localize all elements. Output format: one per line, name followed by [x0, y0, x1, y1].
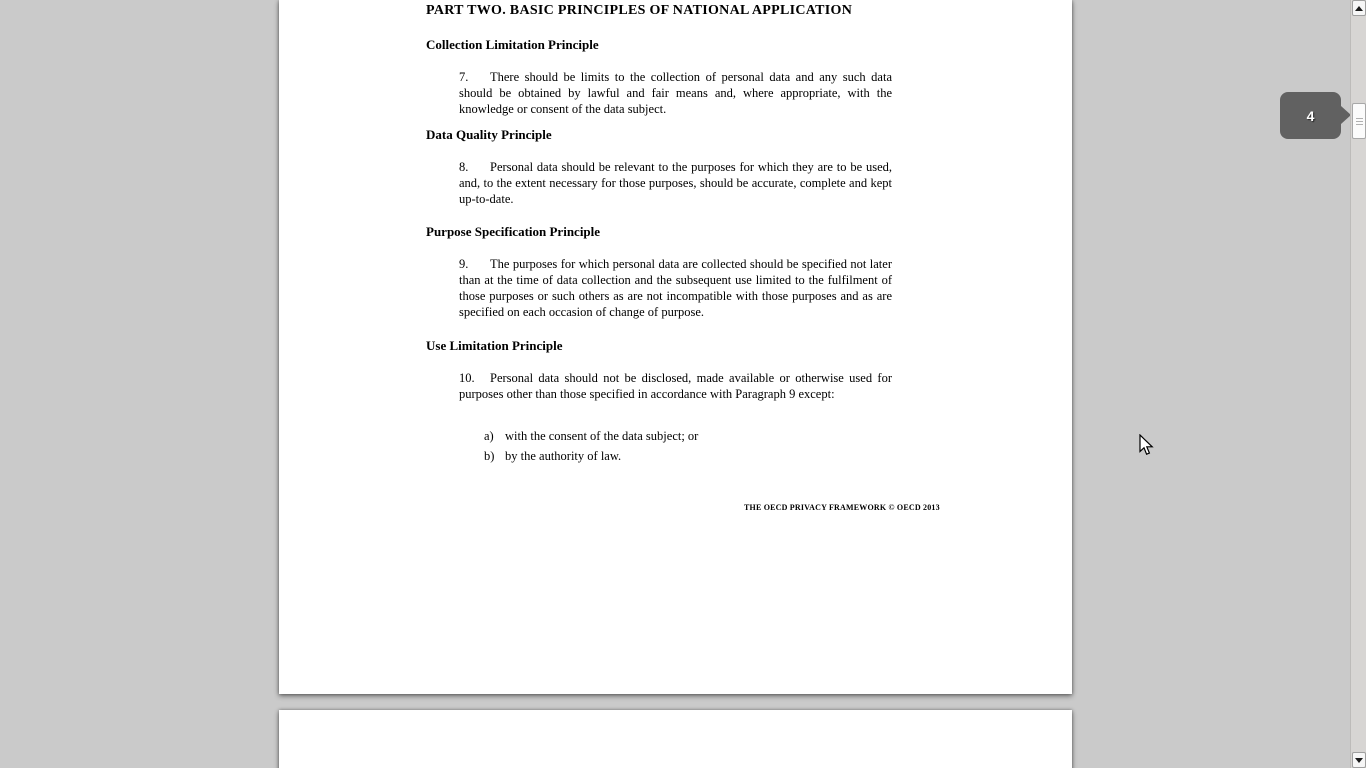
- page-number-bubble: [1280, 92, 1341, 139]
- triangle-down-icon: [1355, 758, 1363, 763]
- paragraph-9: [459, 256, 892, 320]
- list-item-b-text: by the authority of law.: [505, 449, 622, 463]
- list-item-b-marker: b): [484, 449, 495, 463]
- scroll-up-button[interactable]: [1352, 0, 1366, 16]
- paragraph-8-number: 8.: [459, 160, 469, 174]
- document-page-5[interactable]: [279, 710, 1072, 768]
- scroll-down-button[interactable]: [1352, 752, 1366, 768]
- paragraph-9-number: 9.: [459, 257, 469, 271]
- list-item-a-marker: a): [484, 429, 494, 443]
- thumb-grip-icon: [1356, 118, 1363, 119]
- scrollbar-thumb[interactable]: [1352, 103, 1366, 139]
- triangle-up-icon: [1355, 6, 1363, 11]
- page-number-value: 4: [1306, 107, 1315, 124]
- vertical-scrollbar[interactable]: [1350, 0, 1366, 768]
- document-page-4[interactable]: [279, 0, 1072, 694]
- paragraph-10-number: 10.: [459, 371, 475, 385]
- paragraph-7-number: 7.: [459, 70, 469, 84]
- mouse-cursor-icon: [1138, 434, 1154, 457]
- list-item-a: [484, 428, 698, 444]
- paragraph-8-text: Personal data should be relevant to the purposes for which they are to be used, and, to the extent necessary for those purposes, should be accurate, complete and kept up-to-date.: [459, 160, 892, 206]
- paragraph-9-text: The purposes for which personal data are collected should be specified not later than at the time of data collection and the subsequent use limited to the fulfilment of those purposes or such others as are not incompatible with those purposes and as are specified on each occasion of change of purpose.: [459, 257, 892, 319]
- heading-data-quality: Data Quality Principle: [426, 127, 552, 142]
- doc-part-title: PART TWO. BASIC PRINCIPLES OF NATIONAL APPLICATION: [426, 3, 853, 18]
- list-item-a-text: with the consent of the data subject; or: [505, 429, 699, 443]
- paragraph-10: [459, 370, 892, 402]
- list-item-b: [484, 448, 621, 464]
- heading-collection-limitation: Collection Limitation Principle: [426, 37, 599, 52]
- paragraph-8: [459, 159, 892, 207]
- paragraph-10-text: Personal data should not be disclosed, made available or otherwise used for purposes other than those specified in accordance with Paragraph 9 except:: [459, 371, 892, 401]
- paragraph-7: [459, 69, 892, 117]
- paragraph-7-text: There should be limits to the collection of personal data and any such data should be obtained by lawful and fair means and, where appropriate, with the knowledge or consent of the data subject.: [459, 70, 892, 116]
- page-footer: THE OECD PRIVACY FRAMEWORK © OECD 2013: [744, 503, 940, 512]
- heading-purpose-specification: Purpose Specification Principle: [426, 224, 601, 239]
- heading-use-limitation: Use Limitation Principle: [426, 338, 563, 353]
